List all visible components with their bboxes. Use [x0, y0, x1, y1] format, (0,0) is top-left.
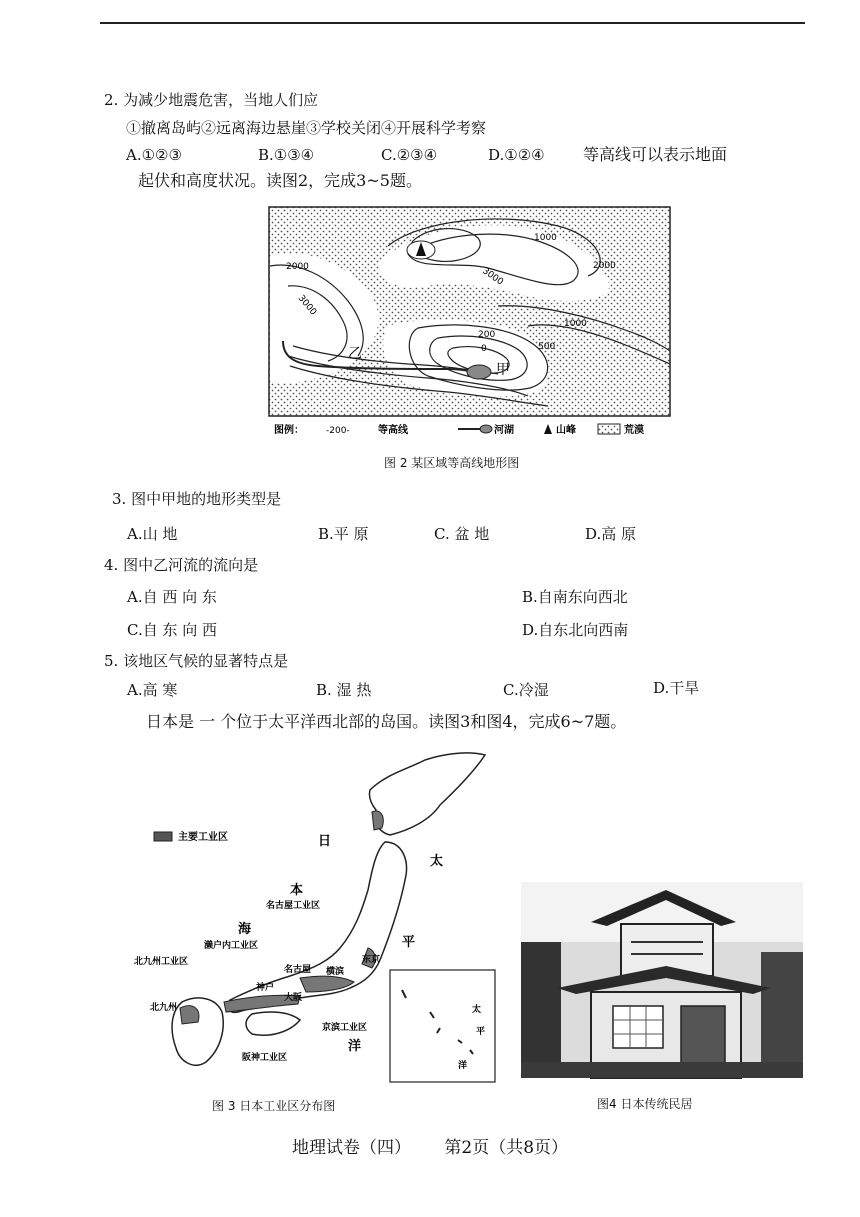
q3-option-c: C. 盆 地 [434, 525, 490, 543]
contour-label-3000-west: 3000 [295, 293, 319, 318]
q3-option-d: D.高 原 [585, 525, 637, 543]
hokkaido-industry [372, 811, 383, 830]
intro-contour-b: 起伏和高度状况。读图2，完成3~5题。 [138, 171, 422, 190]
contour-label-2000-east: 2000 [593, 261, 616, 271]
legend-contour-value: -200- [326, 426, 350, 436]
legend-industry-icon [154, 832, 172, 841]
label-yi: 乙 [348, 346, 362, 362]
label-tai: 太 [430, 854, 444, 869]
hokkaido-island [369, 753, 485, 835]
legend-lake: 河湖 [494, 425, 514, 436]
inset-label-ping: 平 [476, 1027, 486, 1037]
label-nagoya-region: 名古屋工业区 [266, 901, 321, 911]
label-setouchi-region: 濑户内工业区 [204, 941, 259, 951]
label-tokyo: 东京 [362, 955, 381, 965]
q4-option-c: C.自 东 向 西 [127, 621, 218, 639]
q2-stem: 2. 为减少地震危害，当地人们应 [104, 91, 319, 109]
label-yokohama: 横滨 [326, 967, 345, 977]
label-ben: 本 [290, 883, 304, 898]
q5-option-b: B. 湿 热 [316, 681, 372, 699]
legend-lake-icon [480, 425, 492, 433]
footer-title: 地理试卷（四） [291, 1138, 411, 1158]
fig4-caption: 图4 日本传统民居 [597, 1097, 693, 1111]
q5-stem: 5. 该地区气候的显著特点是 [104, 652, 289, 670]
contour-label-0: 0 [481, 344, 487, 354]
inset-label-tai: 太 [472, 1005, 482, 1015]
label-ping: 平 [402, 935, 416, 950]
footer-page-number: 第2页（共8页） [444, 1138, 569, 1158]
fig2-caption: 图 2 某区域等高线地形图 [384, 456, 520, 470]
contour-map-figure [268, 206, 672, 442]
q2-option-a: A.①②③ [126, 146, 182, 164]
fig3-caption: 图 3 日本工业区分布图 [212, 1099, 336, 1113]
inset-label-yang: 洋 [458, 1061, 468, 1071]
label-yang: 洋 [348, 1039, 362, 1054]
q3-option-a: A.山 地 [127, 525, 178, 543]
q4-option-b: B.自南东向西北 [522, 588, 628, 606]
right-building [761, 952, 803, 1078]
label-keihin-region: 京滨工业区 [322, 1023, 368, 1033]
shikoku-island [246, 1012, 300, 1035]
contour-label-500: 500 [538, 342, 556, 352]
legend-prefix: 图例： [274, 425, 304, 436]
label-kitakyushu-city: 北九州 [150, 1003, 178, 1013]
intro-contour-a: 等高线可以表示地面 [583, 145, 728, 164]
inset-map [390, 970, 495, 1082]
contour-label-3000-north: 3000 [480, 266, 505, 288]
top-rule [100, 22, 805, 24]
ground [521, 1062, 803, 1078]
legend-desert: 荒漠 [624, 425, 644, 436]
legend-peak-icon [544, 424, 552, 434]
q3-stem: 3. 图中甲地的地形类型是 [112, 490, 282, 508]
q4-stem: 4. 图中乙河流的流向是 [104, 556, 259, 574]
legend-contour: 等高线 [378, 425, 408, 436]
label-kobe: 神户 [256, 983, 275, 993]
q5-option-d: D.干旱 [653, 679, 700, 697]
label-hanshin-region: 阪神工业区 [242, 1053, 288, 1063]
q4-option-a: A.自 西 向 东 [127, 588, 217, 606]
q5-option-a: A.高 寒 [127, 681, 178, 699]
japan-map-figure [134, 750, 500, 1090]
q5-option-c: C.冷湿 [503, 681, 549, 699]
legend-peak: 山峰 [556, 425, 576, 436]
label-nagoya-city: 名古屋 [284, 965, 312, 975]
shoji-window [613, 1006, 663, 1048]
contour-label-200: 200 [478, 330, 496, 340]
contour-label-1000-east: 1000 [564, 319, 587, 329]
q2-option-c: C.②③④ [381, 146, 438, 164]
q3-option-b: B.平 原 [318, 525, 369, 543]
label-hai: 海 [238, 922, 252, 937]
label-ri: 日 [318, 834, 332, 849]
japanese-house-photo [521, 882, 803, 1078]
q2-option-d: D.①②④ [488, 146, 545, 164]
q2-option-b: B.①③④ [258, 146, 315, 164]
q4-option-d: D.自东北向西南 [522, 621, 629, 639]
intro-japan: 日本是 一 个位于太平洋西北部的岛国。读图3和图4，完成6~7题。 [146, 712, 627, 731]
label-kitakyushu-region: 北九州工业区 [134, 957, 189, 967]
page-footer [0, 1133, 860, 1158]
left-tree [521, 942, 561, 1078]
contour-label-2000-west: 2000 [286, 262, 309, 272]
legend-desert-icon [598, 424, 620, 434]
label-jia: 甲 [496, 362, 510, 378]
contour-label-1000-north: 1000 [534, 233, 557, 243]
label-osaka: 大阪 [284, 993, 303, 1003]
q2-items: ①撤离岛屿②远离海边悬崖③学校关闭④开展科学考察 [126, 119, 487, 137]
lake-jia [467, 365, 491, 379]
legend-industry: 主要工业区 [178, 832, 228, 843]
industry-kitakyushu [180, 1006, 199, 1024]
